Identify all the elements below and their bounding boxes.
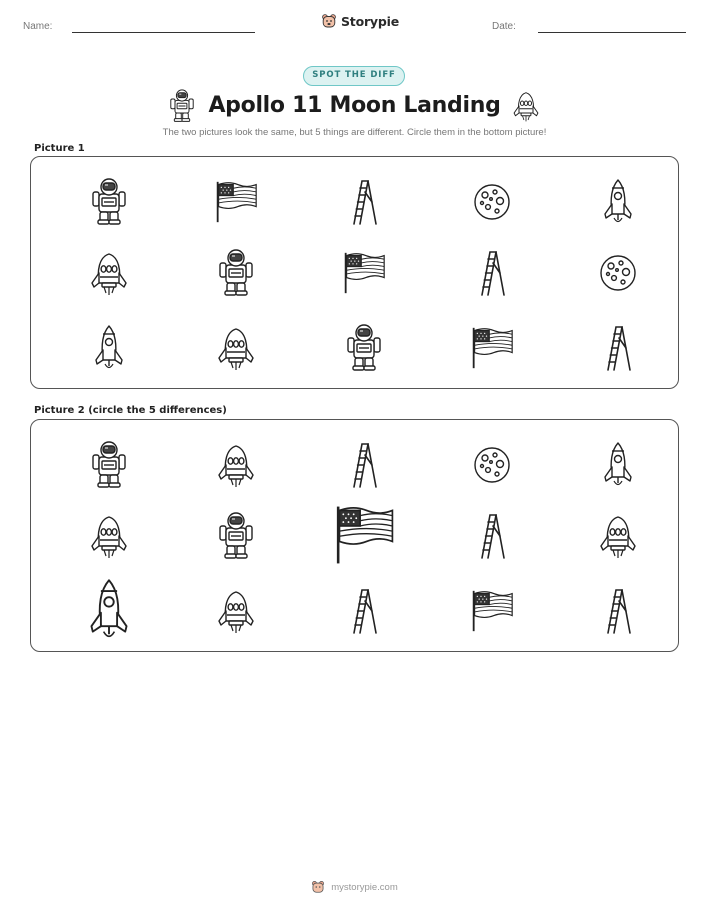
picture-2-cell-r1-c1[interactable] xyxy=(78,434,140,496)
moon-icon xyxy=(472,441,512,489)
footer xyxy=(0,880,709,894)
picture-1-cell-r1-c2 xyxy=(205,171,267,233)
picture-1-cell-r1-c5 xyxy=(587,171,649,233)
capsule-icon xyxy=(89,249,129,297)
brand-name: Storypie xyxy=(341,13,399,29)
storypie-mascot-icon xyxy=(321,13,337,29)
date-line[interactable] xyxy=(538,32,686,33)
moon-icon xyxy=(598,249,638,297)
picture-1-label: Picture 1 xyxy=(34,143,85,154)
footer-url[interactable]: mystorypie.com xyxy=(331,881,398,893)
astronaut-icon xyxy=(344,324,384,372)
instructions: The two pictures look the same, but 5 things are different. Circle them in the bottom picture! xyxy=(162,127,547,138)
capsule-icon xyxy=(216,441,256,489)
picture-1-cell-r1-c1 xyxy=(78,171,140,233)
picture-2-cell-r3-c1[interactable] xyxy=(78,572,140,648)
flag-icon xyxy=(333,503,395,567)
name-label: Name: xyxy=(23,21,53,32)
picture-2-cell-r3-c5[interactable] xyxy=(587,580,649,642)
storypie-logo xyxy=(321,13,399,29)
capsule-icon xyxy=(216,587,256,635)
picture-2-cell-r1-c4[interactable] xyxy=(461,434,523,496)
picture-1-cell-r2-c4 xyxy=(461,242,523,304)
astronaut-icon xyxy=(89,178,129,226)
ladder-icon xyxy=(472,248,512,298)
storypie-mascot-icon xyxy=(311,880,325,894)
flag-icon xyxy=(470,589,514,633)
ladder-icon xyxy=(598,323,638,373)
picture-1-cell-r1-c4 xyxy=(461,171,523,233)
picture-2-cell-r3-c4[interactable] xyxy=(461,580,523,642)
rocket-icon xyxy=(82,576,136,644)
picture-2-cell-r1-c3[interactable] xyxy=(333,434,395,496)
picture-2-cell-r2-c4[interactable] xyxy=(461,505,523,567)
page-title: Apollo 11 Moon Landing xyxy=(208,93,501,118)
flag-icon xyxy=(470,326,514,370)
flag-icon xyxy=(342,251,386,295)
picture-2-cell-r2-c1[interactable] xyxy=(78,505,140,567)
picture-2-cell-r3-c2[interactable] xyxy=(205,580,267,642)
picture-2-panel[interactable] xyxy=(30,419,679,652)
capsule-icon xyxy=(89,512,129,560)
picture-2-cell-r3-c3[interactable] xyxy=(333,580,395,642)
picture-1-cell-r3-c3 xyxy=(333,317,395,379)
picture-2-label: Picture 2 (circle the 5 differences) xyxy=(34,405,227,416)
picture-2-cell-r1-c5[interactable] xyxy=(587,434,649,496)
ladder-icon xyxy=(344,440,384,490)
ladder-icon xyxy=(472,511,512,561)
picture-1-cell-r3-c2 xyxy=(205,317,267,379)
rocket-icon xyxy=(598,441,638,489)
astronaut-icon xyxy=(216,249,256,297)
capsule-icon xyxy=(216,324,256,372)
astronaut-icon xyxy=(216,512,256,560)
picture-1-cell-r2-c2 xyxy=(205,242,267,304)
picture-1-cell-r2-c5 xyxy=(587,242,649,304)
date-label: Date: xyxy=(492,21,516,32)
ladder-icon xyxy=(344,177,384,227)
rocket-icon xyxy=(89,324,129,372)
flag-icon xyxy=(214,180,258,224)
picture-1-cell-r2-c1 xyxy=(78,242,140,304)
picture-2-cell-r2-c2[interactable] xyxy=(205,505,267,567)
picture-2-cell-r2-c5[interactable] xyxy=(587,505,649,567)
picture-1-cell-r3-c4 xyxy=(461,317,523,379)
spot-the-diff-badge: SPOT THE DIFF xyxy=(303,66,405,86)
picture-1-cell-r3-c1 xyxy=(78,317,140,379)
picture-2-cell-r2-c3[interactable] xyxy=(333,497,395,573)
picture-1-cell-r1-c3 xyxy=(333,171,395,233)
picture-1-cell-r2-c3 xyxy=(333,242,395,304)
name-line[interactable] xyxy=(72,32,255,33)
moon-icon xyxy=(472,178,512,226)
capsule-icon xyxy=(598,512,638,560)
rocket-icon xyxy=(598,178,638,226)
picture-2-cell-r1-c2[interactable] xyxy=(205,434,267,496)
picture-1-panel xyxy=(30,156,679,389)
ladder-icon xyxy=(344,586,384,636)
capsule-title-icon xyxy=(512,89,540,123)
picture-1-cell-r3-c5 xyxy=(587,317,649,379)
ladder-icon xyxy=(598,586,638,636)
astronaut-icon xyxy=(89,441,129,489)
